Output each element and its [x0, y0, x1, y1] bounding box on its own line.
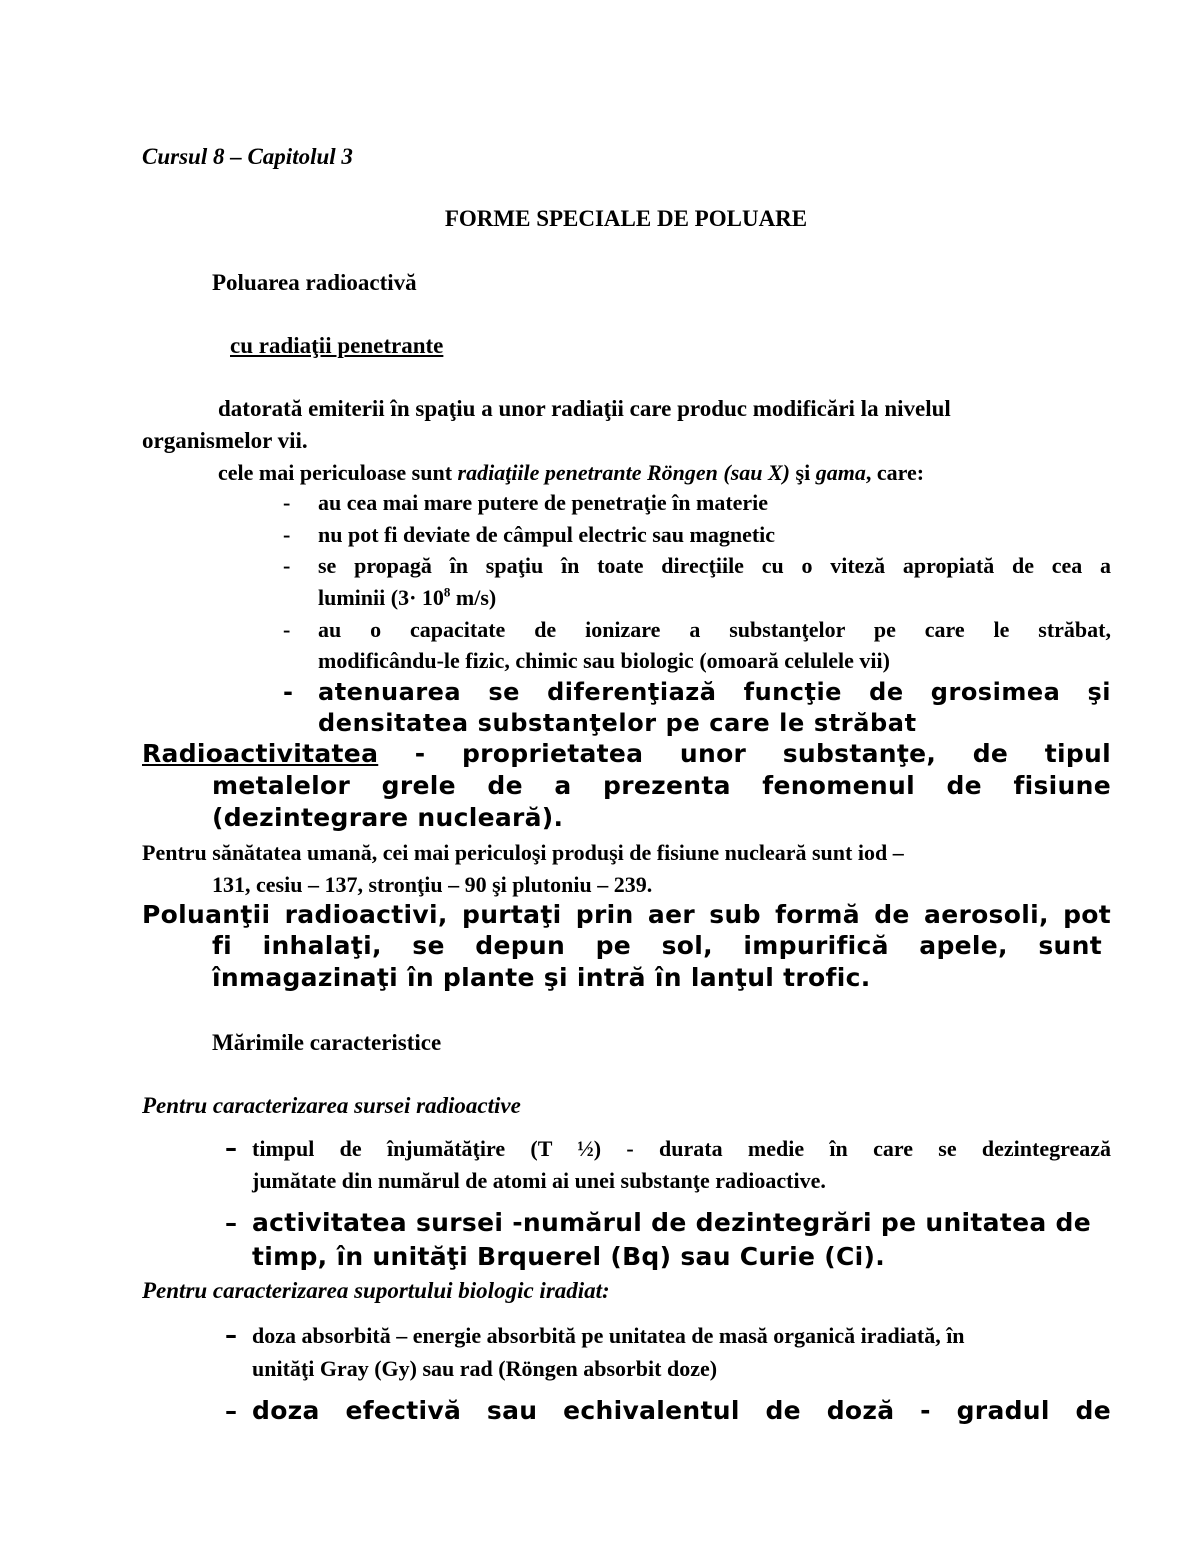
list-item-continuation: densitatea substanţelor pe care le străbat	[318, 709, 917, 737]
pollutants-line1: Poluanţii radioactivi, purtaţi prin aer sub formă de aerosoli, pot	[142, 900, 1111, 929]
list-item-continuation: timp, în unităţi Brquerel (Bq) sau Curie (Ci).	[252, 1242, 886, 1271]
list-item: timpul de înjumătăţire (T ½) - durata medie în care se dezintegrează	[252, 1136, 1111, 1161]
radioactivity-line2: metalelor grele de a prezenta fenomenul de fisiune	[212, 771, 1111, 800]
list-dash: –	[225, 1134, 237, 1162]
course-heading: Cursul 8 – Capitolul 3	[142, 144, 353, 169]
para2-line: cele mai periculoase sunt radiaţiile penetrante Röngen (sau X) şi gama, care:	[218, 460, 925, 485]
list-item: au o capacitate de ionizare a substanţelor pe care le străbat,	[318, 617, 1111, 642]
para1-line1: datorată emiterii în spaţiu a unor radiaţii care produc modificări la nivelul	[218, 396, 951, 421]
list-dash: –	[225, 1209, 237, 1237]
radioactivity-line3: (dezintegrare nucleară).	[212, 803, 564, 832]
list-dash: -	[283, 522, 291, 547]
section-heading: Poluarea radioactivă	[212, 270, 417, 295]
source-heading: Pentru caracterizarea sursei radioactive	[142, 1093, 521, 1118]
list-dash: –	[225, 1397, 237, 1425]
radioactivity-term: Radioactivitatea	[142, 739, 379, 768]
list-item: atenuarea se diferenţiază funcţie de grosimea şi	[318, 678, 1111, 706]
list-item: nu pot fi deviate de câmpul electric sau magnetic	[318, 522, 776, 547]
pollutants-line3: înmagazinaţi în plante şi intră în lanţul trofic.	[212, 963, 871, 992]
subsection-title: cu radiaţii penetrante	[230, 333, 444, 358]
list-item-continuation: unităţi Gray (Gy) sau rad (Röngen absorbit doze)	[252, 1356, 718, 1381]
list-item-continuation: luminii ($3\cdot 10^8$ m/s)	[318, 584, 497, 610]
list-item-continuation: jumătate din numărul de atomi ai unei substanţe radioactive.	[252, 1168, 826, 1193]
list-dash: -	[283, 490, 291, 515]
list-item: activitatea sursei -numărul de dezintegrări pe unitatea de	[252, 1208, 1091, 1237]
para1-line2: organismelor vii.	[142, 428, 308, 453]
list-item: doza absorbită – energie absorbită pe unitatea de masă organică iradiată, în	[252, 1323, 965, 1348]
list-dash: -	[283, 553, 291, 578]
list-item: doza efectivă sau echivalentul de doză - gradul de	[252, 1396, 1111, 1425]
pollutants-line2: fi inhalaţi, se depun pe sol, impurifică apele, sunt	[212, 931, 1102, 960]
list-item: se propagă în spaţiu în toate direcţiile cu o viteză apropiată de cea a	[318, 553, 1111, 578]
health-line2: 131, cesiu – 137, stronţiu – 90 şi plutoniu – 239.	[212, 872, 653, 897]
list-dash: –	[225, 1321, 237, 1349]
quantities-heading: Mărimile caracteristice	[212, 1030, 442, 1055]
list-item-continuation: modificându-le fizic, chimic sau biologic (omoară celulele vii)	[318, 648, 890, 673]
radioactivity-line1: Radioactivitatea - proprietatea unor substanţe, de tipul	[142, 739, 1111, 768]
document-title: FORME SPECIALE DE POLUARE	[444, 206, 808, 231]
health-line1: Pentru sănătatea umană, cei mai periculoşi produşi de fisiune nucleară sunt iod –	[142, 840, 904, 865]
list-dash: -	[283, 617, 291, 642]
subsection-line	[212, 333, 443, 359]
list-dash: -	[283, 678, 293, 706]
bio-heading: Pentru caracterizarea suportului biologic iradiat:	[142, 1278, 610, 1303]
list-item: au cea mai mare putere de penetraţie în materie	[318, 490, 769, 515]
